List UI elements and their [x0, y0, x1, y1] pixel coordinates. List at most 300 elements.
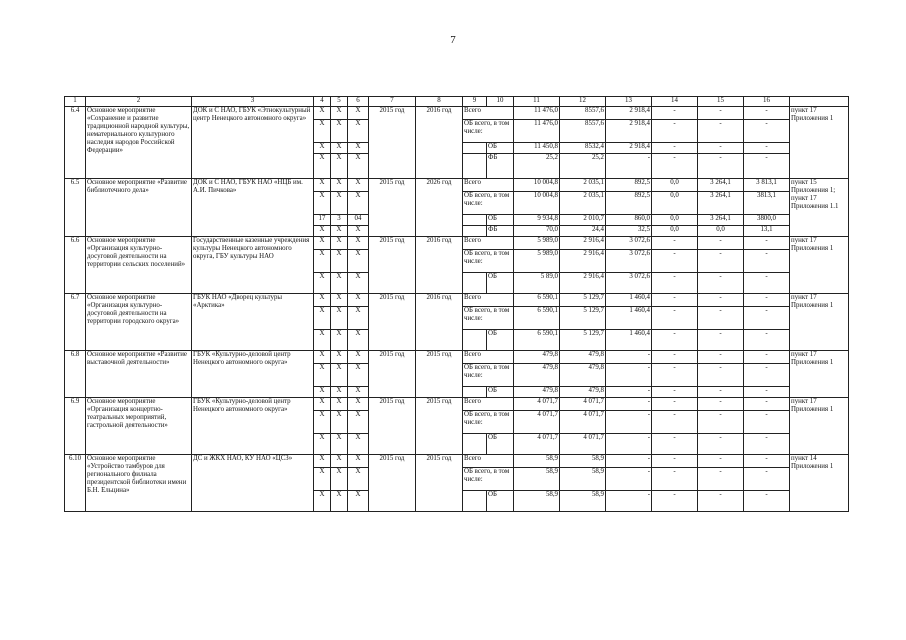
value-col-14: - [652, 330, 698, 351]
event-name: Основное мероприятие «Сохранение и развитие традиционной народной культуры, нематериального культурного наследия народов Российской Федерации» [86, 107, 192, 179]
value-col-13: - [606, 491, 652, 512]
value-col-16: - [744, 351, 790, 364]
code-cell: Х [331, 294, 348, 307]
value-col-16: - [744, 398, 790, 411]
value-col-14: - [652, 154, 698, 179]
code-cell: Х [348, 468, 369, 491]
funding-source: ОБ всего, в том числе: [463, 411, 514, 434]
funding-source: ОБ всего, в том числе: [463, 250, 514, 273]
value-col-16: - [744, 411, 790, 434]
code-cell: Х [348, 179, 369, 192]
value-total: 58,9 [514, 455, 560, 468]
event-name: Основное мероприятие «Устройство тамбуров для регионального филиала президентской библиотеки имени Б.Н. Ельцина» [86, 455, 192, 512]
source-blank-cell [463, 273, 487, 294]
value-col-15: 0,0 [698, 226, 744, 237]
value-col-13: 3 072,6 [606, 250, 652, 273]
value-col-12: 8557,6 [560, 107, 606, 120]
header-cell: 6 [348, 97, 369, 107]
start-year: 2015 год [369, 237, 416, 294]
value-col-15: - [698, 250, 744, 273]
event-name: Основное мероприятие «Организация культурно-досуговой деятельности на территории сельских поселений» [86, 237, 192, 294]
value-total: 5 989,0 [514, 250, 560, 273]
value-col-13: - [606, 468, 652, 491]
code-cell: Х [348, 143, 369, 154]
code-cell: Х [314, 364, 331, 387]
code-cell: Х [331, 351, 348, 364]
header-cell: 8 [416, 97, 463, 107]
value-col-14: - [652, 294, 698, 307]
source-blank-cell [463, 434, 487, 455]
header-cell: 16 [744, 97, 790, 107]
value-col-16: 3813,1 [744, 192, 790, 215]
code-cell: Х [331, 468, 348, 491]
code-cell: Х [331, 154, 348, 179]
value-col-12: 2 916,4 [560, 273, 606, 294]
code-cell: Х [348, 364, 369, 387]
value-col-14: - [652, 491, 698, 512]
code-cell: Х [331, 120, 348, 143]
code-cell: Х [331, 192, 348, 215]
header-cell [790, 97, 849, 107]
value-col-16: 3 813,1 [744, 179, 790, 192]
executor: ДС и ЖКХ НАО, КУ НАО «ЦСЗ» [192, 455, 314, 512]
value-col-12: 58,9 [560, 468, 606, 491]
value-col-12: 479,8 [560, 387, 606, 398]
value-col-15: - [698, 307, 744, 330]
start-year: 2015 год [369, 398, 416, 455]
value-col-14: - [652, 351, 698, 364]
code-cell: Х [348, 455, 369, 468]
value-col-15: - [698, 143, 744, 154]
value-total: 10 004,8 [514, 179, 560, 192]
funding-source: ОБ всего, в том числе: [463, 120, 514, 143]
value-col-16: - [744, 237, 790, 250]
value-col-15: - [698, 364, 744, 387]
code-cell: Х [348, 434, 369, 455]
value-col-12: 479,8 [560, 351, 606, 364]
funding-source: ОБ всего, в том числе: [463, 192, 514, 215]
section-number: 6.8 [65, 351, 86, 398]
code-cell: Х [314, 351, 331, 364]
code-cell: Х [348, 107, 369, 120]
code-cell: Х [314, 387, 331, 398]
header-cell: 9 [463, 97, 487, 107]
executor: ГБУК «Культурно-деловой центр Ненецкого автономного округа» [192, 351, 314, 398]
section-number: 6.10 [65, 455, 86, 512]
header-cell: 13 [606, 97, 652, 107]
value-col-12: 2 035,1 [560, 192, 606, 215]
value-total: 5 989,0 [514, 237, 560, 250]
value-total: 479,8 [514, 387, 560, 398]
value-total: 6 590,1 [514, 294, 560, 307]
code-cell: Х [348, 491, 369, 512]
funding-source: ОБ [487, 330, 514, 351]
code-cell: Х [314, 192, 331, 215]
code-cell: Х [348, 226, 369, 237]
value-col-14: - [652, 398, 698, 411]
value-col-16: 3800,0 [744, 215, 790, 226]
code-cell: Х [314, 250, 331, 273]
funding-source: ОБ всего, в том числе: [463, 364, 514, 387]
value-col-14: 0,0 [652, 179, 698, 192]
value-col-15: 3 264,1 [698, 179, 744, 192]
value-col-16: - [744, 330, 790, 351]
funding-source: Всего [463, 107, 514, 120]
value-total: 479,8 [514, 364, 560, 387]
value-total: 5 89,0 [514, 273, 560, 294]
code-cell: Х [314, 491, 331, 512]
table-row [65, 237, 849, 250]
value-total: 58,9 [514, 468, 560, 491]
source-blank-cell [463, 491, 487, 512]
code-cell: Х [348, 120, 369, 143]
value-col-14: 0,0 [652, 192, 698, 215]
value-total: 4 071,7 [514, 434, 560, 455]
value-col-13: 3 072,6 [606, 237, 652, 250]
code-cell: Х [348, 411, 369, 434]
value-total: 4 071,7 [514, 398, 560, 411]
reference-note: пункт 14 Приложения 1 [790, 455, 849, 512]
code-cell: Х [314, 237, 331, 250]
code-cell: Х [314, 411, 331, 434]
event-name: Основное мероприятие «Организация концертно-театральных мероприятий, гастрольной деятельности» [86, 398, 192, 455]
code-cell: Х [348, 398, 369, 411]
value-col-12: 25,2 [560, 154, 606, 179]
funding-source: ОБ [487, 215, 514, 226]
header-cell: 4 [314, 97, 331, 107]
code-cell: Х [348, 330, 369, 351]
funding-source: ОБ [487, 491, 514, 512]
funding-source: Всего [463, 294, 514, 307]
value-total: 11 476,0 [514, 107, 560, 120]
value-col-13: 2 918,4 [606, 120, 652, 143]
value-col-14: - [652, 237, 698, 250]
start-year: 2015 год [369, 351, 416, 398]
value-total: 70,0 [514, 226, 560, 237]
value-col-14: - [652, 387, 698, 398]
code-cell: Х [331, 387, 348, 398]
code-cell: Х [331, 237, 348, 250]
value-col-14: - [652, 120, 698, 143]
event-name: Основное мероприятие «Развитие библиотечного дела» [86, 179, 192, 237]
table-row [65, 398, 849, 411]
code-cell: Х [331, 455, 348, 468]
end-year: 2015 год [416, 455, 463, 512]
code-cell: Х [348, 307, 369, 330]
header-cell: 14 [652, 97, 698, 107]
value-total: 6 590,1 [514, 330, 560, 351]
value-col-14: - [652, 273, 698, 294]
value-col-14: - [652, 143, 698, 154]
header-cell: 2 [86, 97, 192, 107]
funding-source: ОБ всего, в том числе: [463, 468, 514, 491]
code-cell: Х [314, 330, 331, 351]
table-body [65, 97, 849, 512]
code-cell: Х [331, 330, 348, 351]
code-cell: Х [348, 273, 369, 294]
value-col-13: - [606, 455, 652, 468]
value-col-13: - [606, 351, 652, 364]
value-col-12: 2 916,4 [560, 237, 606, 250]
value-col-16: - [744, 120, 790, 143]
value-total: 25,2 [514, 154, 560, 179]
value-col-15: - [698, 491, 744, 512]
executor: Государственные казенные учреждения культуры Ненецкого автономного округа, ГБУ культуры НАО [192, 237, 314, 294]
funding-source: Всего [463, 179, 514, 192]
event-name: Основное мероприятие «Организация культурно-досуговой деятельности на территории городского округа» [86, 294, 192, 351]
table-row [65, 294, 849, 307]
table-row [65, 107, 849, 120]
value-total: 6 590,1 [514, 307, 560, 330]
value-total: 10 004,8 [514, 192, 560, 215]
header-cell: 7 [369, 97, 416, 107]
value-col-12: 2 010,7 [560, 215, 606, 226]
header-cell: 1 [65, 97, 86, 107]
code-cell: Х [314, 107, 331, 120]
code-cell: Х [348, 387, 369, 398]
code-cell: Х [314, 455, 331, 468]
value-col-13: - [606, 364, 652, 387]
value-col-15: - [698, 154, 744, 179]
funding-source: ОБ [487, 434, 514, 455]
value-total: 9 934,8 [514, 215, 560, 226]
section-number: 6.6 [65, 237, 86, 294]
reference-note: пункт 17 Приложения 1 [790, 294, 849, 351]
value-col-12: 4 071,7 [560, 398, 606, 411]
funding-source: ФБ [487, 154, 514, 179]
reference-note: пункт 17 Приложения 1 [790, 107, 849, 179]
value-col-16: - [744, 294, 790, 307]
value-col-12: 2 035,1 [560, 179, 606, 192]
value-col-12: 8532,4 [560, 143, 606, 154]
value-col-15: - [698, 273, 744, 294]
value-col-16: - [744, 491, 790, 512]
value-col-13: 892,5 [606, 179, 652, 192]
value-col-14: - [652, 364, 698, 387]
value-col-12: 58,9 [560, 491, 606, 512]
code-cell: Х [314, 468, 331, 491]
source-blank-cell [463, 226, 487, 237]
header-cell: 3 [192, 97, 314, 107]
value-col-13: 3 072,6 [606, 273, 652, 294]
value-col-15: - [698, 107, 744, 120]
code-cell: 17 [314, 215, 331, 226]
value-col-13: - [606, 398, 652, 411]
header-row [65, 97, 849, 107]
end-year: 2016 год [416, 237, 463, 294]
funding-source: Всего [463, 237, 514, 250]
section-number: 6.9 [65, 398, 86, 455]
code-cell: Х [348, 294, 369, 307]
funding-source: Всего [463, 455, 514, 468]
funding-source: Всего [463, 351, 514, 364]
value-col-15: - [698, 455, 744, 468]
section-number: 6.5 [65, 179, 86, 237]
value-col-16: - [744, 307, 790, 330]
table-row [65, 351, 849, 364]
code-cell: Х [331, 143, 348, 154]
value-col-16: - [744, 364, 790, 387]
value-col-16: - [744, 434, 790, 455]
funding-source: ОБ [487, 387, 514, 398]
value-col-12: 479,8 [560, 364, 606, 387]
value-col-13: 1 460,4 [606, 307, 652, 330]
source-blank-cell [463, 330, 487, 351]
reference-note: пункт 17 Приложения 1 [790, 351, 849, 398]
start-year: 2015 год [369, 294, 416, 351]
code-cell: 04 [348, 215, 369, 226]
executor: ГБУК «Культурно-деловой центр Ненецкого автономного округа» [192, 398, 314, 455]
funding-source: Всего [463, 398, 514, 411]
end-year: 2016 год [416, 107, 463, 179]
code-cell: Х [331, 107, 348, 120]
value-col-16: - [744, 107, 790, 120]
funding-source: ФБ [487, 226, 514, 237]
code-cell: Х [348, 351, 369, 364]
code-cell: Х [331, 273, 348, 294]
code-cell: Х [348, 237, 369, 250]
event-name: Основное мероприятие «Развитие выставочной деятельности» [86, 351, 192, 398]
executor: ГБУК НАО «Дворец культуры «Арктика» [192, 294, 314, 351]
value-total: 479,8 [514, 351, 560, 364]
reference-note: пункт 17 Приложения 1 [790, 237, 849, 294]
table-row [65, 179, 849, 192]
value-col-15: - [698, 120, 744, 143]
value-col-14: - [652, 411, 698, 434]
value-col-15: - [698, 468, 744, 491]
value-col-14: 0,0 [652, 226, 698, 237]
funding-source: ОБ всего, в том числе: [463, 307, 514, 330]
value-col-13: - [606, 387, 652, 398]
value-col-13: 1 460,4 [606, 294, 652, 307]
value-col-13: 2 918,4 [606, 143, 652, 154]
value-col-13: 32,5 [606, 226, 652, 237]
value-col-16: - [744, 250, 790, 273]
value-col-12: 58,9 [560, 455, 606, 468]
value-col-15: 3 264,1 [698, 192, 744, 215]
code-cell: Х [314, 273, 331, 294]
value-col-12: 5 129,7 [560, 330, 606, 351]
value-col-13: 1 460,4 [606, 330, 652, 351]
code-cell: Х [314, 294, 331, 307]
code-cell: Х [331, 250, 348, 273]
code-cell: Х [314, 120, 331, 143]
value-col-14: - [652, 250, 698, 273]
value-col-15: - [698, 398, 744, 411]
value-col-16: 13,1 [744, 226, 790, 237]
source-blank-cell [463, 215, 487, 226]
value-col-12: 2 916,4 [560, 250, 606, 273]
value-col-14: - [652, 455, 698, 468]
value-col-14: 0,0 [652, 215, 698, 226]
start-year: 2015 год [369, 179, 416, 237]
value-col-12: 24,4 [560, 226, 606, 237]
end-year: 2015 год [416, 351, 463, 398]
value-col-16: - [744, 273, 790, 294]
header-cell: 10 [487, 97, 514, 107]
value-col-15: - [698, 330, 744, 351]
code-cell: Х [314, 154, 331, 179]
value-col-13: 892,5 [606, 192, 652, 215]
funding-source: ОБ [487, 143, 514, 154]
value-col-14: - [652, 107, 698, 120]
value-col-12: 4 071,7 [560, 434, 606, 455]
code-cell: Х [331, 364, 348, 387]
value-total: 11 476,0 [514, 120, 560, 143]
start-year: 2015 год [369, 455, 416, 512]
code-cell: Х [331, 307, 348, 330]
header-cell: 11 [514, 97, 560, 107]
value-col-12: 5 129,7 [560, 307, 606, 330]
value-col-15: 3 264,1 [698, 215, 744, 226]
value-col-14: - [652, 434, 698, 455]
value-col-13: - [606, 434, 652, 455]
code-cell: Х [331, 491, 348, 512]
value-col-12: 4 071,7 [560, 411, 606, 434]
source-blank-cell [463, 143, 487, 154]
value-col-14: - [652, 468, 698, 491]
value-col-16: - [744, 468, 790, 491]
header-cell: 5 [331, 97, 348, 107]
reference-note: пункт 17 Приложения 1 [790, 398, 849, 455]
value-col-15: - [698, 351, 744, 364]
value-total: 11 450,8 [514, 143, 560, 154]
funding-source: ОБ [487, 273, 514, 294]
value-col-15: - [698, 411, 744, 434]
value-col-14: - [652, 307, 698, 330]
code-cell: Х [314, 307, 331, 330]
reference-note: пункт 15 Приложения 1; пункт 17 Приложения 1.1 [790, 179, 849, 237]
code-cell: Х [331, 179, 348, 192]
header-cell: 15 [698, 97, 744, 107]
code-cell: Х [314, 434, 331, 455]
executor: ДОК и С НАО, ГБУК НАО «НЦБ им. А.И. Пичкова» [192, 179, 314, 237]
table-row [65, 455, 849, 468]
code-cell: Х [314, 143, 331, 154]
end-year: 2026 год [416, 179, 463, 237]
value-col-12: 5 129,7 [560, 294, 606, 307]
header-cell: 12 [560, 97, 606, 107]
value-col-15: - [698, 387, 744, 398]
end-year: 2016 год [416, 294, 463, 351]
section-number: 6.4 [65, 107, 86, 179]
value-col-15: - [698, 294, 744, 307]
end-year: 2015 год [416, 398, 463, 455]
code-cell: Х [348, 154, 369, 179]
code-cell: 3 [331, 215, 348, 226]
page-number: 7 [450, 34, 456, 46]
value-col-16: - [744, 387, 790, 398]
value-total: 4 071,7 [514, 411, 560, 434]
value-col-13: - [606, 411, 652, 434]
code-cell: Х [314, 179, 331, 192]
value-col-13: 2 918,4 [606, 107, 652, 120]
code-cell: Х [314, 226, 331, 237]
code-cell: Х [331, 226, 348, 237]
code-cell: Х [348, 192, 369, 215]
program-table [64, 96, 849, 512]
code-cell: Х [331, 434, 348, 455]
executor: ДОК и С НАО, ГБУК «Этнокультурный центр Ненецкого автономного округа» [192, 107, 314, 179]
value-col-15: - [698, 434, 744, 455]
source-blank-cell [463, 154, 487, 179]
value-total: 58,9 [514, 491, 560, 512]
code-cell: Х [348, 250, 369, 273]
value-col-13: 860,0 [606, 215, 652, 226]
source-blank-cell [463, 387, 487, 398]
section-number: 6.7 [65, 294, 86, 351]
code-cell: Х [314, 398, 331, 411]
